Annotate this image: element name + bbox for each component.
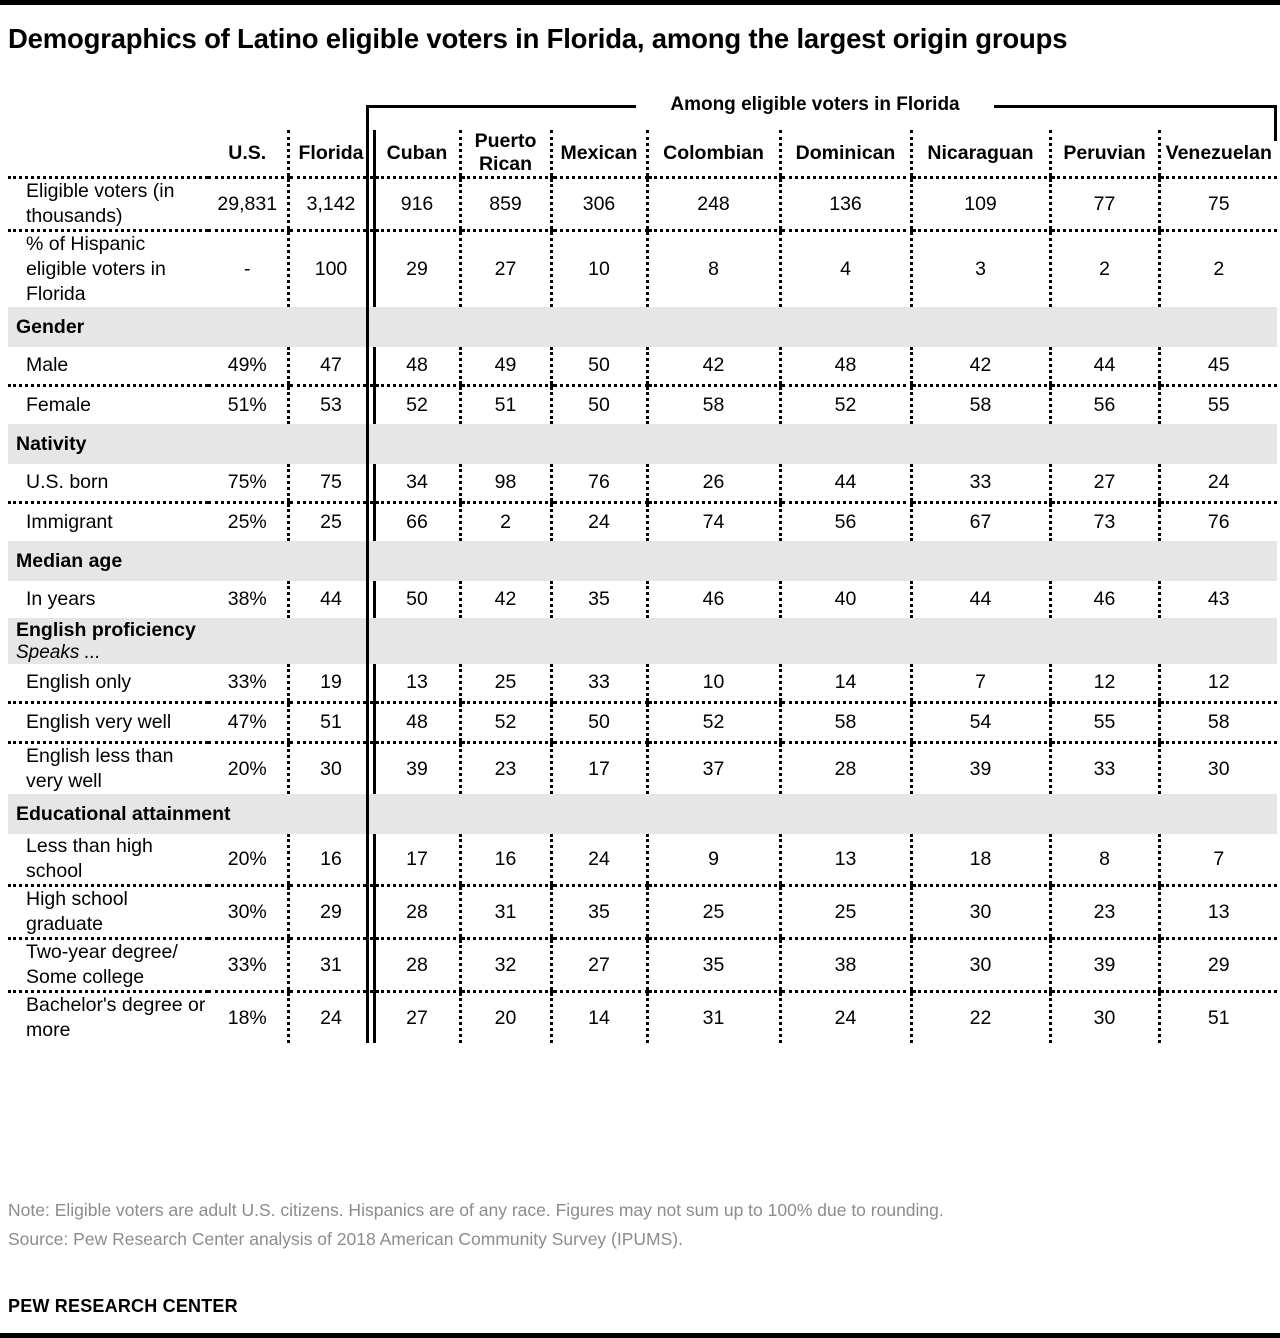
table-cell: 34	[374, 464, 460, 503]
table-row	[8, 703, 1277, 743]
table-cell: 12	[1159, 664, 1277, 703]
table-cell: 47%	[208, 703, 288, 743]
column-header: Colombian	[647, 130, 780, 178]
table-cell: 25%	[227, 511, 267, 533]
table-cell: 16	[288, 834, 374, 886]
table-cell: 8	[1050, 834, 1159, 886]
group-header-row	[8, 424, 1277, 464]
table-cell: 49%	[208, 347, 288, 386]
table-cell: 35	[551, 581, 647, 618]
table-cell: 39	[1050, 939, 1159, 992]
demographics-table	[8, 130, 1277, 1043]
table-cell: 67	[911, 503, 1050, 542]
table-cell: 39	[911, 743, 1050, 795]
table-cell: 23	[1050, 886, 1159, 939]
table-cell: 75%	[208, 464, 288, 503]
row-label: In years	[26, 588, 96, 610]
table-cell: 51%	[227, 394, 267, 416]
table-row	[8, 178, 1277, 231]
table-cell: 76	[551, 464, 647, 503]
table-cell: 24	[551, 834, 647, 886]
group-header-label	[8, 424, 1277, 464]
table-body	[8, 178, 1277, 1044]
table-cell: 46	[1050, 581, 1159, 618]
table-cell: 2	[1050, 231, 1159, 308]
group-header-title: English proficiency	[16, 619, 196, 641]
table-cell: 20%	[227, 757, 267, 780]
table-cell: 27	[551, 939, 647, 992]
table-row	[8, 939, 1277, 992]
group-header-title: Nativity	[16, 433, 87, 455]
table-cell: 306	[551, 178, 647, 231]
row-label: Immigrant	[26, 511, 113, 533]
table-cell: 53	[288, 386, 374, 425]
table-cell: 30%	[208, 886, 288, 939]
group-header-title: Gender	[16, 316, 85, 338]
group-header-label	[8, 618, 1277, 664]
table-row	[8, 231, 1277, 308]
table-cell: 49	[460, 347, 551, 386]
table-cell: 51	[1159, 992, 1277, 1044]
table-cell: 43	[1159, 581, 1277, 618]
table-row	[8, 886, 1277, 939]
row-label: U.S. born	[8, 464, 208, 503]
table-cell: 18	[911, 834, 1050, 886]
table-cell: 50	[551, 703, 647, 743]
group-header-subtitle: Speaks ...	[16, 642, 101, 663]
footnotes	[8, 1196, 1272, 1254]
table-cell: 17	[551, 743, 647, 795]
column-header: Puerto Rican	[460, 130, 551, 178]
table-cell: 30	[288, 743, 374, 795]
table-cell: 24	[780, 992, 911, 1044]
row-label: English less than very well	[26, 745, 174, 792]
source-line: Source: Pew Research Center analysis of 2018 American Community Survey (IPUMS).	[8, 1229, 683, 1249]
table-cell: 136	[780, 178, 911, 231]
table-cell: 52	[780, 386, 911, 425]
table-cell: 44	[780, 464, 911, 503]
table-cell: 42	[647, 347, 780, 386]
table-cell: 19	[288, 664, 374, 703]
group-header-row	[8, 541, 1277, 581]
table-cell: 51	[288, 703, 374, 743]
column-header: Venezuelan	[1159, 130, 1277, 178]
table-cell: 38	[780, 939, 911, 992]
row-label: English only	[8, 664, 208, 703]
table-cell: 14	[780, 664, 911, 703]
table-cell: 27	[374, 992, 460, 1044]
table-cell: 13	[780, 834, 911, 886]
column-header: Mexican	[551, 130, 647, 178]
table-cell: 52	[647, 703, 780, 743]
table-cell: 2	[460, 503, 551, 542]
table-cell: 10	[551, 231, 647, 308]
row-label: Female	[26, 394, 92, 416]
table-cell: 24	[1159, 464, 1277, 503]
table-cell: 14	[551, 992, 647, 1044]
bottom-divider-rule	[0, 1333, 1280, 1338]
table-cell: 23	[460, 743, 551, 795]
table-cell: 17	[374, 834, 460, 886]
group-header-label	[8, 794, 1277, 834]
table-cell: 8	[647, 231, 780, 308]
bracket-right-line	[994, 105, 1277, 108]
table-cell: 74	[647, 503, 780, 542]
table-cell: 66	[374, 503, 460, 542]
table-cell: 29	[288, 886, 374, 939]
table-cell: 30	[1159, 743, 1277, 795]
table-cell: 12	[1050, 664, 1159, 703]
table-cell: 31	[288, 939, 374, 992]
table-cell: 3	[911, 231, 1050, 308]
table-cell: 248	[647, 178, 780, 231]
demographics-table-wrapper	[8, 130, 1280, 1043]
header-rowlabel-blank	[8, 130, 208, 178]
row-label: Eligible voters (in thousands)	[8, 178, 208, 231]
table-row	[8, 386, 1277, 425]
brand-label: PEW RESEARCH CENTER	[8, 1296, 238, 1316]
column-header: Nicaraguan	[911, 130, 1050, 178]
table-cell: 2	[1159, 231, 1277, 308]
table-cell: 33%	[208, 664, 288, 703]
column-header: Peruvian	[1050, 130, 1159, 178]
table-cell: 28	[374, 939, 460, 992]
table-cell: 98	[460, 464, 551, 503]
column-header: U.S.	[208, 130, 288, 178]
table-row	[8, 464, 1277, 503]
table-cell: 24	[551, 503, 647, 542]
table-cell: 35	[647, 939, 780, 992]
group-header-label	[8, 541, 1277, 581]
table-cell: 9	[647, 834, 780, 886]
span-header-label: Among eligible voters in Florida	[636, 92, 994, 118]
table-cell: 54	[911, 703, 1050, 743]
table-cell: 10	[647, 664, 780, 703]
table-cell: 859	[460, 178, 551, 231]
table-cell: 27	[460, 231, 551, 308]
row-label: English very well	[8, 703, 208, 743]
table-cell: 75	[1159, 178, 1277, 231]
table-cell: 44	[288, 581, 374, 618]
table-cell: 56	[780, 503, 911, 542]
table-cell: 7	[911, 664, 1050, 703]
table-cell: 26	[647, 464, 780, 503]
group-header-title: Median age	[16, 550, 123, 572]
table-head	[8, 130, 1277, 178]
table-cell: 30	[911, 939, 1050, 992]
row-label: Male	[8, 347, 208, 386]
table-cell: 55	[1159, 386, 1277, 425]
page-title: Demographics of Latino eligible voters in Florida, among the largest origin groups	[8, 23, 1068, 54]
column-header: Florida	[288, 130, 374, 178]
table-cell: 75	[288, 464, 374, 503]
row-label: Less than high school	[8, 834, 208, 886]
table-cell: 25	[647, 886, 780, 939]
table-cell: 31	[647, 992, 780, 1044]
table-cell: 33	[1050, 743, 1159, 795]
group-header-label	[8, 307, 1277, 347]
group-header-row	[8, 794, 1277, 834]
table-row	[8, 992, 1277, 1044]
table-cell: 58	[647, 386, 780, 425]
florida-groups-divider	[366, 130, 369, 1043]
table-row	[8, 581, 1277, 618]
table-cell: 50	[551, 347, 647, 386]
column-header: Dominican	[780, 130, 911, 178]
table-row	[8, 743, 1277, 795]
table-cell: 100	[288, 231, 374, 308]
table-cell: 13	[1159, 886, 1277, 939]
table-row	[8, 664, 1277, 703]
table-cell: 28	[374, 886, 460, 939]
table-cell: 58	[911, 386, 1050, 425]
table-cell: 38%	[227, 588, 267, 610]
row-label: % of Hispanic eligible voters in Florida	[26, 233, 166, 305]
table-cell: 35	[551, 886, 647, 939]
table-cell: 22	[911, 992, 1050, 1044]
table-cell: 33	[551, 664, 647, 703]
table-cell: 44	[911, 581, 1050, 618]
table-cell: 52	[460, 703, 551, 743]
table-cell: 77	[1050, 178, 1159, 231]
table-cell: 30	[911, 886, 1050, 939]
table-cell: 13	[374, 664, 460, 703]
table-cell: 40	[780, 581, 911, 618]
table-cell: 31	[460, 886, 551, 939]
table-cell: 25	[288, 503, 374, 542]
table-cell: 44	[1050, 347, 1159, 386]
table-cell: 4	[780, 231, 911, 308]
table-cell: 46	[647, 581, 780, 618]
table-cell: 50	[551, 386, 647, 425]
table-cell: 45	[1159, 347, 1277, 386]
table-cell: 37	[647, 743, 780, 795]
table-cell: 58	[780, 703, 911, 743]
table-cell: 24	[288, 992, 374, 1044]
table-row	[8, 347, 1277, 386]
group-header-row	[8, 307, 1277, 347]
table-cell: 33%	[208, 939, 288, 992]
table-cell: 39	[374, 743, 460, 795]
table-cell: 32	[460, 939, 551, 992]
row-label: Bachelor's degree or more	[26, 994, 206, 1041]
table-cell: 20	[460, 992, 551, 1044]
top-divider-rule	[0, 0, 1280, 5]
table-row	[8, 503, 1277, 542]
table-cell: 29	[1159, 939, 1277, 992]
table-cell: 27	[1050, 464, 1159, 503]
table-cell: -	[244, 258, 251, 280]
column-header: Cuban	[374, 130, 460, 178]
row-label: High school graduate	[8, 886, 208, 939]
table-cell: 28	[780, 743, 911, 795]
table-cell: 42	[911, 347, 1050, 386]
group-header-row	[8, 618, 1277, 664]
table-cell: 47	[288, 347, 374, 386]
table-cell: 916	[374, 178, 460, 231]
table-cell: 73	[1050, 503, 1159, 542]
table-cell: 42	[460, 581, 551, 618]
table-cell: 25	[460, 664, 551, 703]
table-cell: 7	[1159, 834, 1277, 886]
table-cell: 48	[780, 347, 911, 386]
table-cell: 52	[374, 386, 460, 425]
table-cell: 76	[1159, 503, 1277, 542]
table-cell: 20%	[208, 834, 288, 886]
table-cell: 48	[374, 347, 460, 386]
table-row	[8, 834, 1277, 886]
group-header-title: Educational attainment	[16, 803, 231, 825]
table-cell: 16	[460, 834, 551, 886]
table-cell: 58	[1159, 703, 1277, 743]
table-cell: 29,831	[208, 178, 288, 231]
table-cell: 30	[1050, 992, 1159, 1044]
table-cell: 56	[1050, 386, 1159, 425]
table-cell: 18%	[227, 1006, 267, 1029]
note-line: Note: Eligible voters are adult U.S. citizens. Hispanics are of any race. Figures may not sum up to 100% due to rounding.	[8, 1200, 944, 1220]
table-cell: 29	[374, 231, 460, 308]
table-cell: 55	[1050, 703, 1159, 743]
table-cell: 51	[460, 386, 551, 425]
row-label: Two-year degree/ Some college	[8, 939, 208, 992]
table-cell: 109	[911, 178, 1050, 231]
table-cell: 48	[374, 703, 460, 743]
table-cell: 33	[911, 464, 1050, 503]
header-row	[8, 130, 1277, 178]
bracket-left-line	[366, 105, 636, 108]
table-cell: 25	[780, 886, 911, 939]
table-cell: 3,142	[288, 178, 374, 231]
table-cell: 50	[374, 581, 460, 618]
